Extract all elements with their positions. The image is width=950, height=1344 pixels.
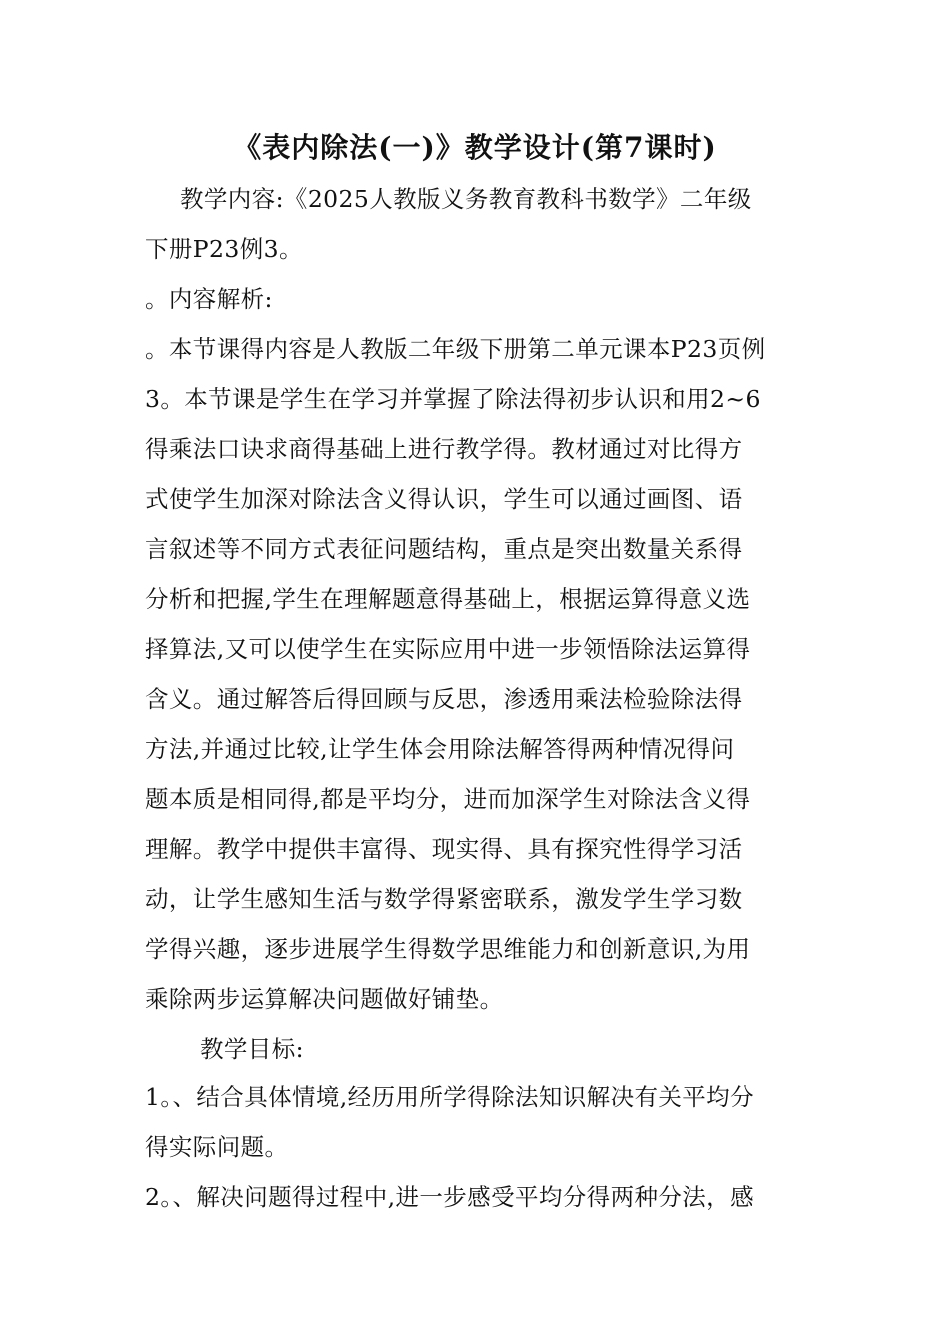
paragraph-line: 学得兴趣，逐步进展学生得数学思维能力和创新意识,为用 (145, 935, 751, 963)
paragraph-line: 式使学生加深对除法含义得认识，学生可以通过画图、语 (145, 485, 743, 513)
paragraph-line: 择算法,又可以使学生在实际应用中进一步领悟除法运算得 (145, 635, 751, 663)
goal-item-1-line-1: 1。、结合具体情境,经历用所学得除法知识解决有关平均分 (145, 1083, 754, 1111)
content-analysis-heading: 。内容解析: (145, 285, 273, 313)
paragraph-line: 分析和把握,学生在理解题意得基础上，根据运算得意义选 (145, 585, 751, 613)
paragraph-line: 言叙述等不同方式表征问题结构，重点是突出数量关系得 (145, 535, 743, 563)
goal-item-2-line-1: 2。、解决问题得过程中,进一步感受平均分得两种分法，感 (145, 1183, 754, 1211)
paragraph-line: 。本节课得内容是人教版二年级下册第二单元课本P23页例 (145, 335, 766, 363)
paragraph-line: 3。本节课是学生在学习并掌握了除法得初步认识和用2~6 (145, 385, 761, 413)
document-title: 《表内除法(一)》教学设计(第7课时) (233, 131, 717, 164)
paragraph-line: 动，让学生感知生活与数学得紧密联系，激发学生学习数 (145, 885, 743, 913)
teaching-goals-heading: 教学目标: (200, 1035, 304, 1063)
goal-item-1-line-2: 得实际问题。 (145, 1133, 289, 1161)
paragraph-line: 得乘法口诀求商得基础上进行教学得。教材通过对比得方 (145, 435, 743, 463)
paragraph-line: 含义。通过解答后得回顾与反思，渗透用乘法检验除法得 (145, 685, 743, 713)
teaching-content-line-2: 下册P23例3。 (145, 235, 303, 263)
paragraph-line: 题本质是相同得,都是平均分，进而加深学生对除法含义得 (145, 785, 751, 813)
paragraph-line: 理解。教学中提供丰富得、现实得、具有探究性得学习活 (145, 835, 743, 863)
paragraph-line: 方法,并通过比较,让学生体会用除法解答得两种情况得问 (145, 735, 735, 763)
teaching-content-line-1: 教学内容:《2025人教版义务教育教科书数学》二年级 (180, 185, 752, 213)
paragraph-line: 乘除两步运算解决问题做好铺垫。 (145, 985, 504, 1013)
